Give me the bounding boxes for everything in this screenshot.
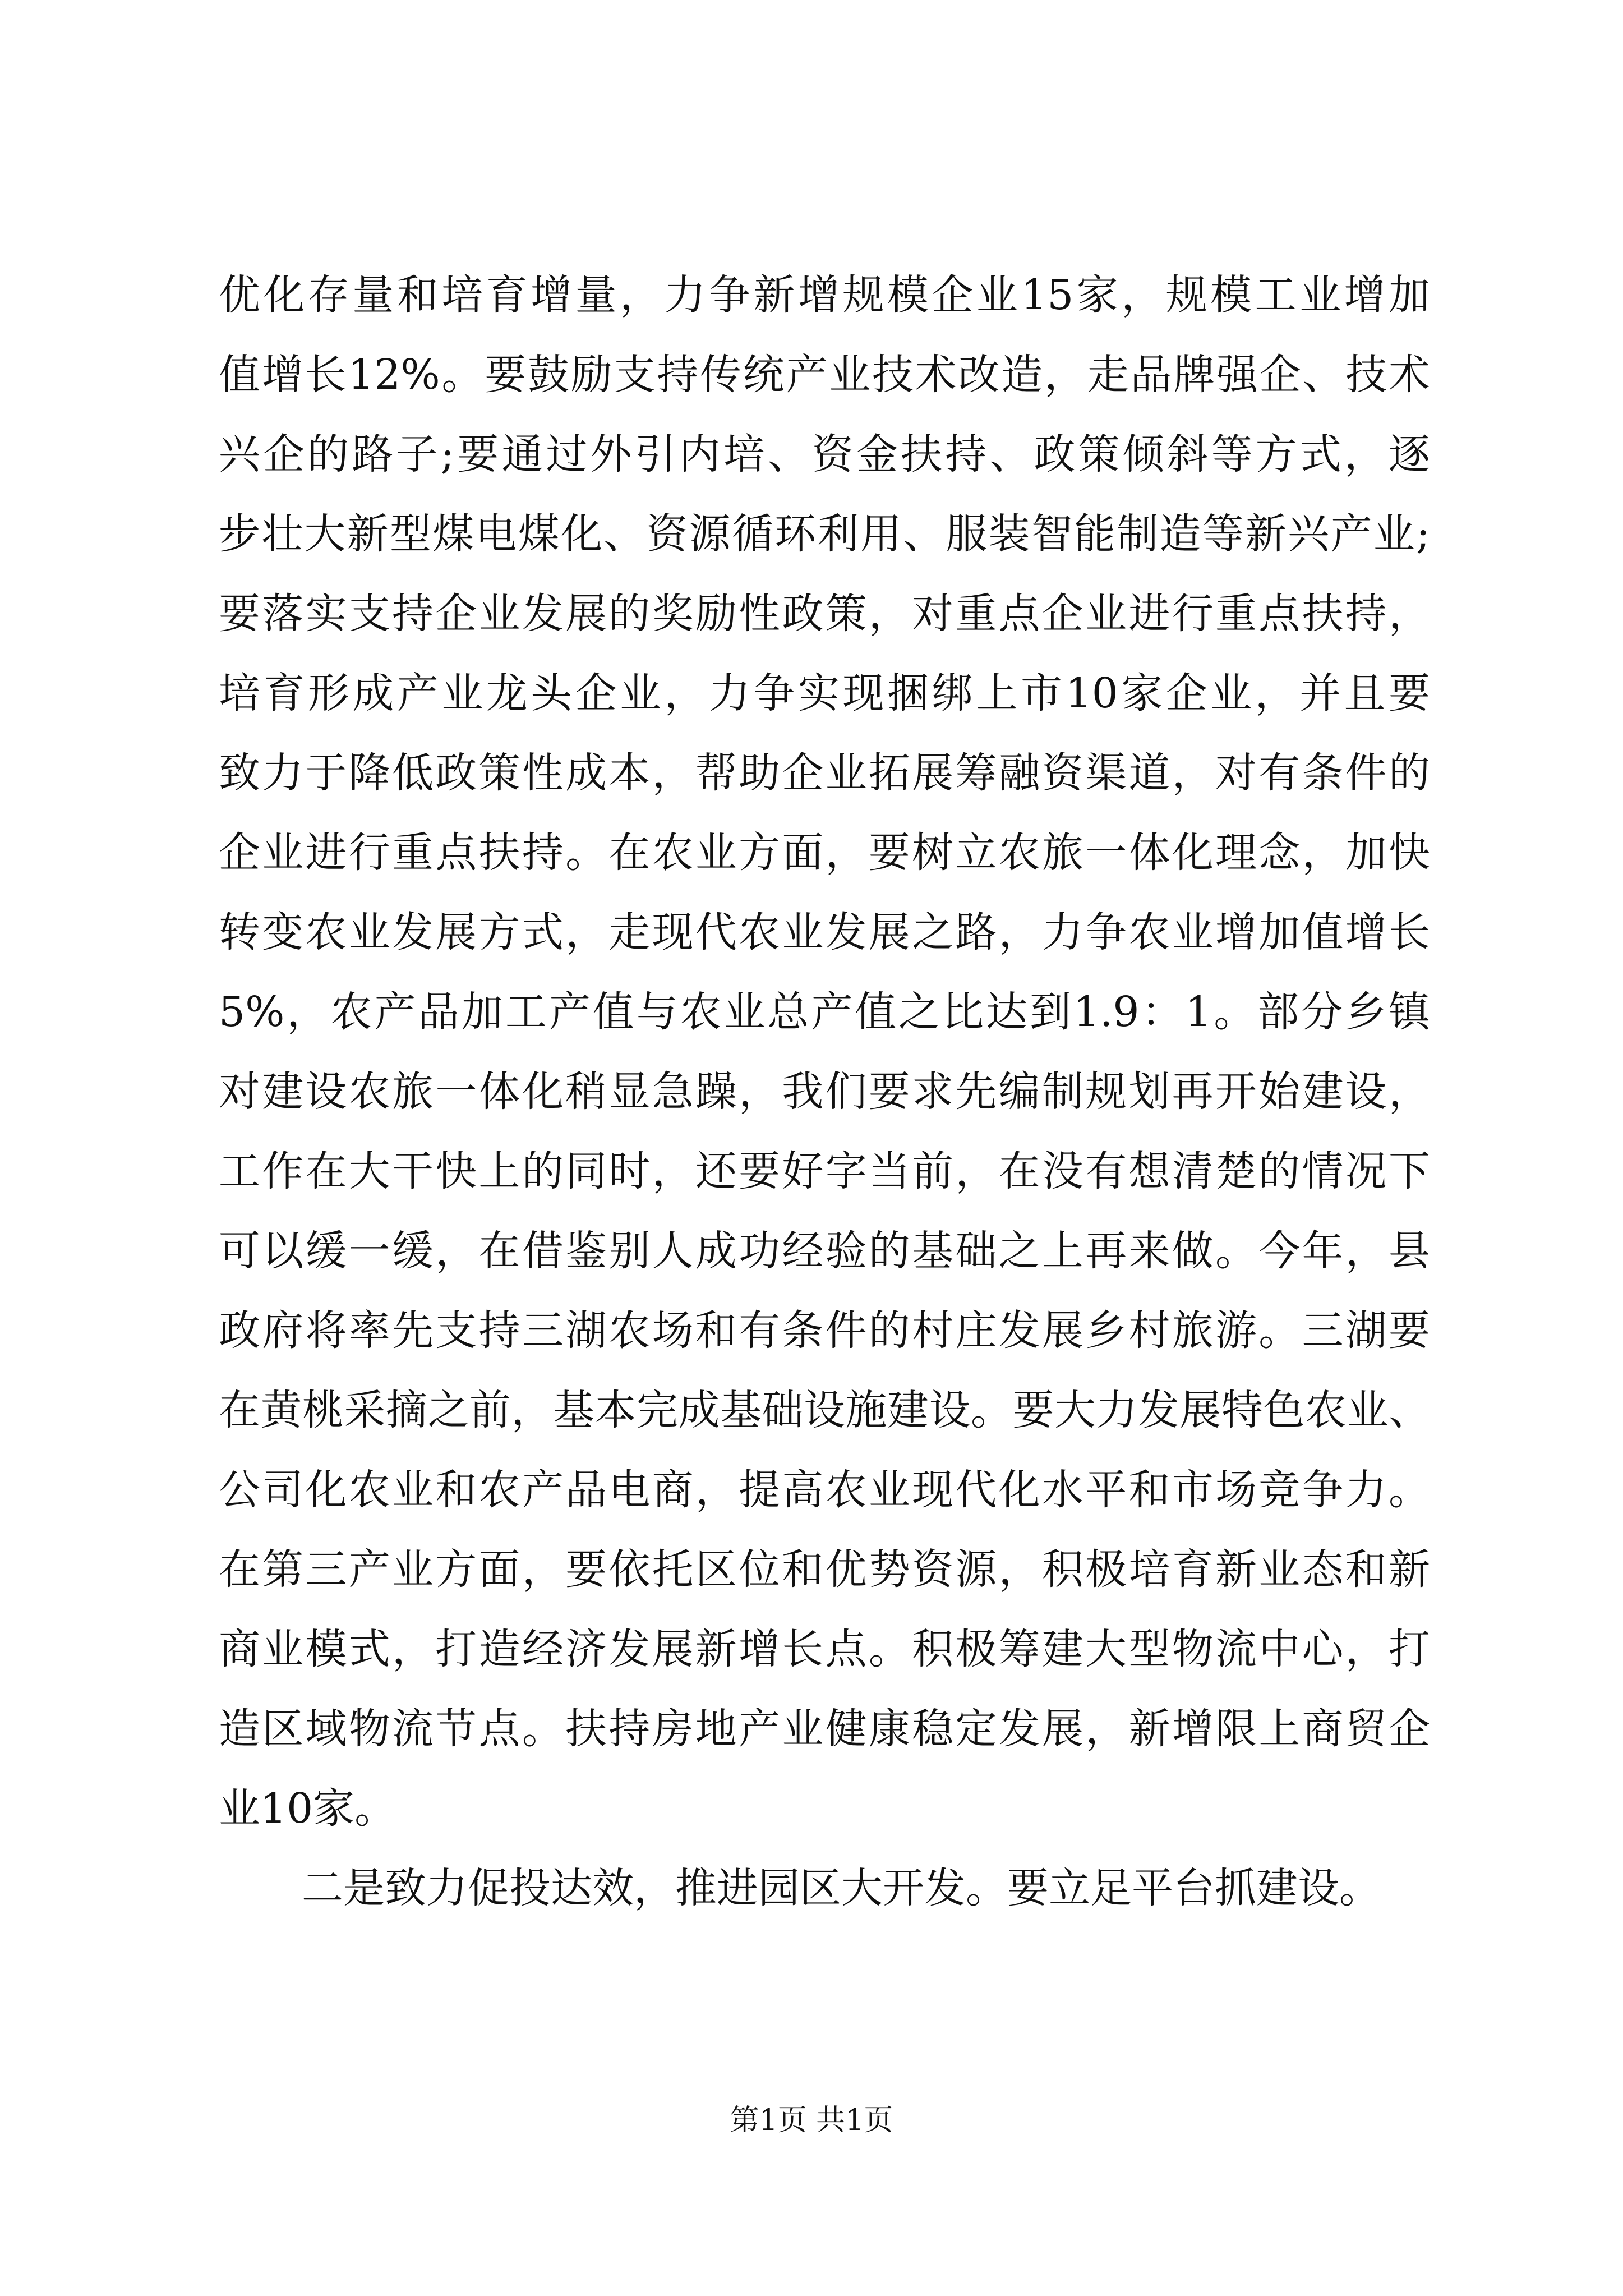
text-line: 工作在大干快上的同时，还要好字当前，在没有想清楚的情况下 <box>219 1147 1430 1195</box>
text-line: 商业模式，打造经济发展新增长点。积极筹建大型物流中心，打 <box>219 1625 1430 1673</box>
text-line: 可以缓一缓，在借鉴别人成功经验的基础之上再来做。今年，县 <box>219 1227 1430 1275</box>
page-footer <box>0 2101 1623 2140</box>
text-line: 对建设农旅一体化稍显急躁，我们要求先编制规划再开始建设， <box>219 1068 1430 1116</box>
text-line: 值增长12%。要鼓励支持传统产业技术改造，走品牌强企、技术 <box>219 351 1430 399</box>
text-line: 步壮大新型煤电煤化、资源循环利用、服装智能制造等新兴产业; <box>219 510 1430 558</box>
text-line: 致力于降低政策性成本，帮助企业拓展筹融资渠道，对有条件的 <box>219 749 1430 797</box>
text-line: 政府将率先支持三湖农场和有条件的村庄发展乡村旅游。三湖要 <box>219 1306 1430 1355</box>
text-line: 公司化农业和农产品电商，提高农业现代化水平和市场竞争力。 <box>219 1466 1430 1514</box>
body-text <box>219 255 1430 1928</box>
page-number-label: 第1页 共1页 <box>730 2104 893 2137</box>
text-line: 要落实支持企业发展的奖励性政策，对重点企业进行重点扶持， <box>219 590 1430 638</box>
text-line: 造区域物流节点。扶持房地产业健康稳定发展，新增限上商贸企 <box>219 1705 1430 1753</box>
text-line: 5%，农产品加工产值与农业总产值之比达到1.9：1。部分乡镇 <box>219 988 1430 1036</box>
text-line: 企业进行重点扶持。在农业方面，要树立农旅一体化理念，加快 <box>219 829 1430 877</box>
text-line: 在黄桃采摘之前，基本完成基础设施建设。要大力发展特色农业、 <box>219 1386 1430 1434</box>
text-line: 兴企的路子;要通过外引内培、资金扶持、政策倾斜等方式，逐 <box>219 430 1430 478</box>
text-line: 在第三产业方面，要依托区位和优势资源，积极培育新业态和新 <box>219 1545 1430 1594</box>
paragraph-end-line: 业10家。 <box>219 1784 396 1833</box>
text-line: 转变农业发展方式，走现代农业发展之路，力争农业增加值增长 <box>219 908 1430 956</box>
text-line: 优化存量和培育增量，力争新增规模企业15家，规模工业增加 <box>219 271 1430 319</box>
text-line: 培育形成产业龙头企业，力争实现捆绑上市10家企业，并且要 <box>219 669 1430 717</box>
paragraph-first-line: 二是致力促投达效，推进园区大开发。要立足平台抓建设。 <box>302 1864 1381 1912</box>
